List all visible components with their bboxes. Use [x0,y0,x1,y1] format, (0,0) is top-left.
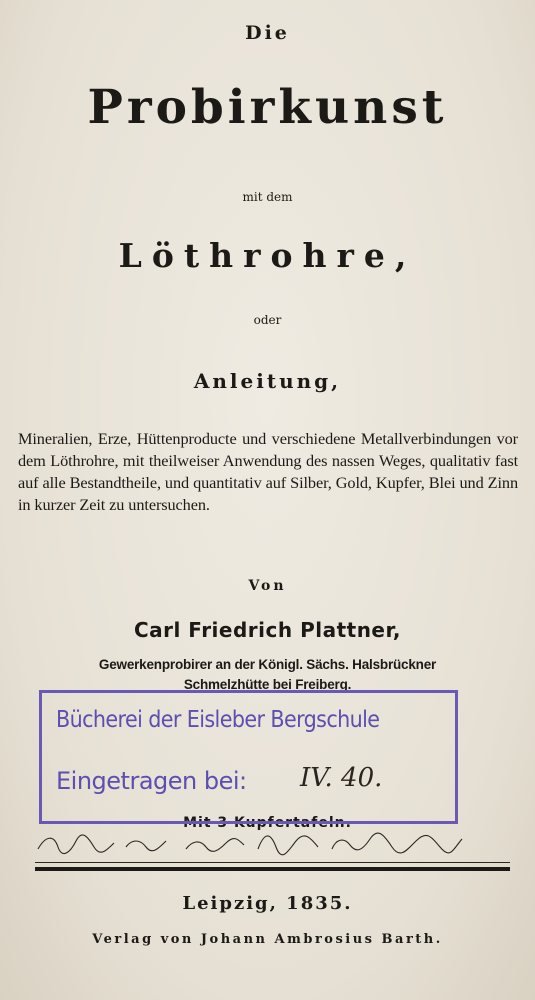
stamp-handwritten-entry: IV. 40. [300,763,383,793]
author-by: Von [248,578,287,594]
stamp-library-name: Bücherei der Eisleber Bergschule [56,707,380,733]
imprint-publisher: Verlag von Johann Ambrosius Barth. [92,932,443,947]
stamp-registered-label: Eingetragen bei: [56,767,247,795]
title-instrument: Löthrohre, [118,236,417,275]
subtitle: Anleitung, [193,369,342,393]
affiliation-line-2: Schmelzhütte bei Freiberg. [183,677,352,692]
title-article: Die [245,22,290,44]
author-name: Carl Friedrich Plattner, [133,618,402,642]
imprint-place-year: Leipzig, 1835. [182,893,353,914]
subtitle-description: Mineralien, Erze, Hüttenproducte und verschiedene Metallverbindungen vor dem Löthrohre, mit theilweiser Anwendung des nassen Weges, qualitativ fast auf alle Bestandtheile, und quantitativ auf Silber, Gold, Kupfer, Blei und Zinn in kurzer Zeit zu untersuchen. [18,429,518,514]
rule-thin [35,862,510,863]
book-title: Probirkunst [87,80,448,135]
handwritten-signature [36,827,466,859]
library-stamp [39,690,458,824]
title-connector: mit dem [242,190,293,204]
plates-note: Mit 3 Kupfertafeln. [183,815,352,831]
title-alternative: oder [253,313,282,327]
affiliation-line-1: Gewerkenprobirer an der Königl. Sächs. Halsbrückner [98,657,437,672]
author-affiliation [0,655,535,695]
rule-thick [35,867,510,871]
